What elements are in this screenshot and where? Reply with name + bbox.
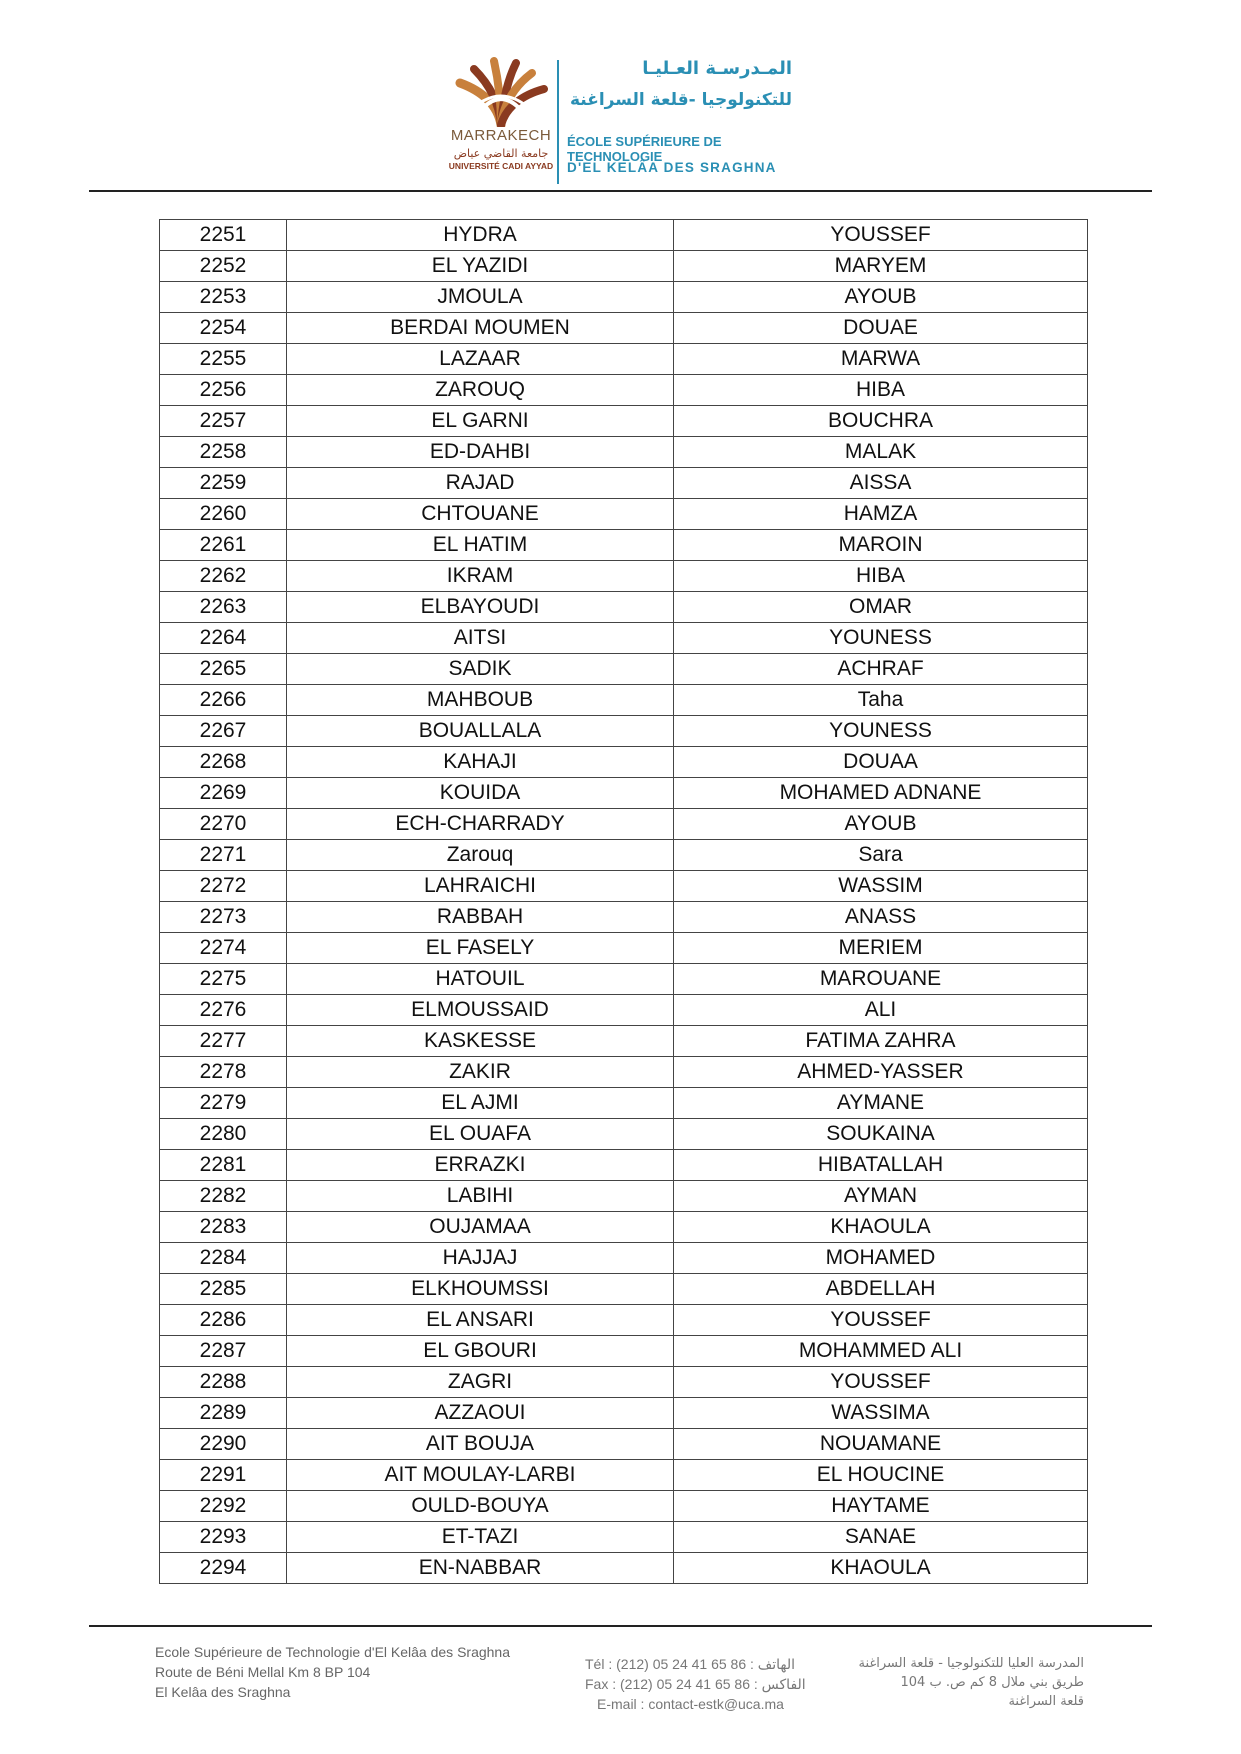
first-name-cell: HIBATALLAH (674, 1150, 1088, 1181)
table-row (160, 1553, 1088, 1584)
first-name-cell: WASSIMA (674, 1398, 1088, 1429)
student-number-cell: 2271 (160, 840, 287, 871)
first-name-cell: MARWA (674, 344, 1088, 375)
table-row (160, 1119, 1088, 1150)
student-number-cell: 2254 (160, 313, 287, 344)
logo-city-name: MARRAKECH (450, 127, 552, 144)
last-name-cell: ZAGRI (287, 1367, 674, 1398)
table-row (160, 964, 1088, 995)
header-rule (89, 190, 1152, 192)
first-name-cell: MOHAMED (674, 1243, 1088, 1274)
last-name-cell: KAHAJI (287, 747, 674, 778)
footer-email-link[interactable]: E-mail : contact-estk@uca.ma (597, 1696, 784, 1712)
table-row (160, 1491, 1088, 1522)
student-number-cell: 2276 (160, 995, 287, 1026)
footer-address-ar-line: قلعة السراغنة (1008, 1694, 1084, 1709)
last-name-cell: ET-TAZI (287, 1522, 674, 1553)
header-divider (557, 60, 559, 184)
last-name-cell: AIT BOUJA (287, 1429, 674, 1460)
first-name-cell: NOUAMANE (674, 1429, 1088, 1460)
student-number-cell: 2291 (160, 1460, 287, 1491)
last-name-cell: HATOUIL (287, 964, 674, 995)
table-row (160, 871, 1088, 902)
student-number-cell: 2286 (160, 1305, 287, 1336)
first-name-cell: MOHAMMED ALI (674, 1336, 1088, 1367)
table-row (160, 1336, 1088, 1367)
student-list-table (159, 219, 1088, 1584)
first-name-cell: KHAOULA (674, 1212, 1088, 1243)
university-logo (446, 55, 556, 185)
table-row (160, 685, 1088, 716)
student-number-cell: 2266 (160, 685, 287, 716)
footer-address-french (155, 1642, 575, 1702)
student-number-cell: 2288 (160, 1367, 287, 1398)
table-row (160, 344, 1088, 375)
first-name-cell: AYOUB (674, 809, 1088, 840)
last-name-cell: EL HATIM (287, 530, 674, 561)
last-name-cell: ZAKIR (287, 1057, 674, 1088)
last-name-cell: EL AJMI (287, 1088, 674, 1119)
footer-phone: Tél : (212) 05 24 41 65 86 : الهاتف (585, 1656, 796, 1672)
table-row (160, 468, 1088, 499)
student-number-cell: 2289 (160, 1398, 287, 1429)
table-row (160, 406, 1088, 437)
student-number-cell: 2261 (160, 530, 287, 561)
last-name-cell: ELMOUSSAID (287, 995, 674, 1026)
first-name-cell: HAYTAME (674, 1491, 1088, 1522)
last-name-cell: HAJJAJ (287, 1243, 674, 1274)
table-row (160, 251, 1088, 282)
last-name-cell: ERRAZKI (287, 1150, 674, 1181)
last-name-cell: RABBAH (287, 902, 674, 933)
student-number-cell: 2272 (160, 871, 287, 902)
first-name-cell: HIBA (674, 375, 1088, 406)
first-name-cell: HIBA (674, 561, 1088, 592)
student-number-cell: 2284 (160, 1243, 287, 1274)
first-name-cell: HAMZA (674, 499, 1088, 530)
page-header (0, 0, 1241, 192)
first-name-cell: Sara (674, 840, 1088, 871)
last-name-cell: EL GARNI (287, 406, 674, 437)
footer-address-line: Route de Béni Mellal Km 8 BP 104 (155, 1664, 371, 1680)
first-name-cell: MALAK (674, 437, 1088, 468)
first-name-cell: MARYEM (674, 251, 1088, 282)
student-number-cell: 2264 (160, 623, 287, 654)
table-row (160, 1088, 1088, 1119)
first-name-cell: DOUAA (674, 747, 1088, 778)
first-name-cell: AYMANE (674, 1088, 1088, 1119)
last-name-cell: LABIHI (287, 1181, 674, 1212)
first-name-cell: OMAR (674, 592, 1088, 623)
last-name-cell: JMOULA (287, 282, 674, 313)
last-name-cell: ED-DAHBI (287, 437, 674, 468)
footer-address-ar-line: المدرسة العليا للتكنولوجيا - قلعة السراغنة (858, 1656, 1084, 1671)
first-name-cell: AISSA (674, 468, 1088, 499)
last-name-cell: AZZAOUI (287, 1398, 674, 1429)
last-name-cell: EL GBOURI (287, 1336, 674, 1367)
student-number-cell: 2285 (160, 1274, 287, 1305)
first-name-cell: ALI (674, 995, 1088, 1026)
first-name-cell: ACHRAF (674, 654, 1088, 685)
palm-emblem-icon (446, 55, 556, 127)
table-row (160, 902, 1088, 933)
footer-address-arabic (852, 1654, 1084, 1711)
table-row (160, 530, 1088, 561)
school-name-arabic-line1: المـدرسـة العـليـا (642, 58, 792, 79)
first-name-cell: MAROIN (674, 530, 1088, 561)
table-row (160, 313, 1088, 344)
student-number-cell: 2292 (160, 1491, 287, 1522)
table-row (160, 220, 1088, 251)
school-name-french-line2: D'EL KELÂA DES SRAGHNA (567, 160, 777, 175)
student-number-cell: 2278 (160, 1057, 287, 1088)
table-row (160, 1181, 1088, 1212)
last-name-cell: SADIK (287, 654, 674, 685)
table-row (160, 716, 1088, 747)
first-name-cell: WASSIM (674, 871, 1088, 902)
first-name-cell: EL HOUCINE (674, 1460, 1088, 1491)
last-name-cell: ELKHOUMSSI (287, 1274, 674, 1305)
table-row (160, 995, 1088, 1026)
student-number-cell: 2260 (160, 499, 287, 530)
student-number-cell: 2252 (160, 251, 287, 282)
student-number-cell: 2290 (160, 1429, 287, 1460)
footer-address-line: El Kelâa des Sraghna (155, 1684, 291, 1700)
footer-contact (585, 1654, 845, 1714)
student-number-cell: 2258 (160, 437, 287, 468)
table-row (160, 561, 1088, 592)
first-name-cell: AHMED-YASSER (674, 1057, 1088, 1088)
last-name-cell: ZAROUQ (287, 375, 674, 406)
first-name-cell: DOUAE (674, 313, 1088, 344)
table-row (160, 1522, 1088, 1553)
last-name-cell: LAZAAR (287, 344, 674, 375)
table-row (160, 840, 1088, 871)
last-name-cell: EL FASELY (287, 933, 674, 964)
table-row (160, 1026, 1088, 1057)
table-row (160, 592, 1088, 623)
table-row (160, 375, 1088, 406)
student-number-cell: 2269 (160, 778, 287, 809)
table-row (160, 623, 1088, 654)
last-name-cell: BOUALLALA (287, 716, 674, 747)
last-name-cell: BERDAI MOUMEN (287, 313, 674, 344)
first-name-cell: FATIMA ZAHRA (674, 1026, 1088, 1057)
last-name-cell: EL OUAFA (287, 1119, 674, 1150)
footer-rule (89, 1625, 1152, 1627)
last-name-cell: ECH-CHARRADY (287, 809, 674, 840)
student-number-cell: 2275 (160, 964, 287, 995)
student-number-cell: 2257 (160, 406, 287, 437)
student-number-cell: 2280 (160, 1119, 287, 1150)
student-number-cell: 2282 (160, 1181, 287, 1212)
last-name-cell: AITSI (287, 623, 674, 654)
table-row (160, 1212, 1088, 1243)
first-name-cell: BOUCHRA (674, 406, 1088, 437)
student-number-cell: 2253 (160, 282, 287, 313)
table-row (160, 1305, 1088, 1336)
last-name-cell: CHTOUANE (287, 499, 674, 530)
student-number-cell: 2281 (160, 1150, 287, 1181)
student-number-cell: 2263 (160, 592, 287, 623)
last-name-cell: EN-NABBAR (287, 1553, 674, 1584)
student-number-cell: 2293 (160, 1522, 287, 1553)
first-name-cell: YOUNESS (674, 716, 1088, 747)
last-name-cell: OULD-BOUYA (287, 1491, 674, 1522)
student-number-cell: 2268 (160, 747, 287, 778)
student-number-cell: 2251 (160, 220, 287, 251)
table-row (160, 1429, 1088, 1460)
last-name-cell: AIT MOULAY-LARBI (287, 1460, 674, 1491)
table-row (160, 1274, 1088, 1305)
first-name-cell: YOUNESS (674, 623, 1088, 654)
student-number-cell: 2283 (160, 1212, 287, 1243)
first-name-cell: AYMAN (674, 1181, 1088, 1212)
first-name-cell: MAROUANE (674, 964, 1088, 995)
table-row (160, 1460, 1088, 1491)
student-number-cell: 2267 (160, 716, 287, 747)
last-name-cell: HYDRA (287, 220, 674, 251)
last-name-cell: KOUIDA (287, 778, 674, 809)
student-list-body (160, 220, 1088, 1584)
first-name-cell: ANASS (674, 902, 1088, 933)
table-row (160, 654, 1088, 685)
table-row (160, 1243, 1088, 1274)
last-name-cell: MAHBOUB (287, 685, 674, 716)
table-row (160, 778, 1088, 809)
last-name-cell: RAJAD (287, 468, 674, 499)
table-row (160, 437, 1088, 468)
last-name-cell: ELBAYOUDI (287, 592, 674, 623)
table-row (160, 747, 1088, 778)
table-row (160, 1398, 1088, 1429)
first-name-cell: AYOUB (674, 282, 1088, 313)
logo-university-arabic: جامعة القاضي عياض (453, 147, 549, 160)
student-number-cell: 2262 (160, 561, 287, 592)
student-number-cell: 2256 (160, 375, 287, 406)
footer-fax: Fax : (212) 05 24 41 65 86 : الفاكس (585, 1676, 806, 1692)
first-name-cell: YOUSSEF (674, 1367, 1088, 1398)
table-row (160, 282, 1088, 313)
student-number-cell: 2279 (160, 1088, 287, 1119)
table-row (160, 499, 1088, 530)
school-name-french-line1: ÉCOLE SUPÉRIEURE DE TECHNOLOGIE (567, 134, 722, 164)
first-name-cell: ABDELLAH (674, 1274, 1088, 1305)
last-name-cell: Zarouq (287, 840, 674, 871)
first-name-cell: MOHAMED ADNANE (674, 778, 1088, 809)
first-name-cell: Taha (674, 685, 1088, 716)
first-name-cell: SOUKAINA (674, 1119, 1088, 1150)
table-row (160, 1150, 1088, 1181)
last-name-cell: EL YAZIDI (287, 251, 674, 282)
student-number-cell: 2273 (160, 902, 287, 933)
first-name-cell: YOUSSEF (674, 1305, 1088, 1336)
footer-address-line: Ecole Supérieure de Technologie d'El Kelâa des Sraghna (155, 1644, 510, 1660)
last-name-cell: OUJAMAA (287, 1212, 674, 1243)
last-name-cell: LAHRAICHI (287, 871, 674, 902)
student-number-cell: 2294 (160, 1553, 287, 1584)
table-row (160, 1057, 1088, 1088)
student-number-cell: 2287 (160, 1336, 287, 1367)
student-number-cell: 2274 (160, 933, 287, 964)
table-row (160, 1367, 1088, 1398)
student-number-cell: 2255 (160, 344, 287, 375)
student-number-cell: 2265 (160, 654, 287, 685)
school-name-arabic-line2: للتكنولوجيا -قلعة السراغنة (569, 90, 792, 110)
table-row (160, 809, 1088, 840)
footer-address-ar-line: طريق بني ملال 8 كم ص. ب 104 (900, 1675, 1084, 1690)
table-row (160, 933, 1088, 964)
logo-university-french: UNIVERSITÉ CADI AYYAD (448, 161, 554, 171)
last-name-cell: KASKESSE (287, 1026, 674, 1057)
student-number-cell: 2270 (160, 809, 287, 840)
first-name-cell: KHAOULA (674, 1553, 1088, 1584)
last-name-cell: IKRAM (287, 561, 674, 592)
first-name-cell: SANAE (674, 1522, 1088, 1553)
first-name-cell: MERIEM (674, 933, 1088, 964)
last-name-cell: EL ANSARI (287, 1305, 674, 1336)
student-number-cell: 2259 (160, 468, 287, 499)
first-name-cell: YOUSSEF (674, 220, 1088, 251)
student-number-cell: 2277 (160, 1026, 287, 1057)
